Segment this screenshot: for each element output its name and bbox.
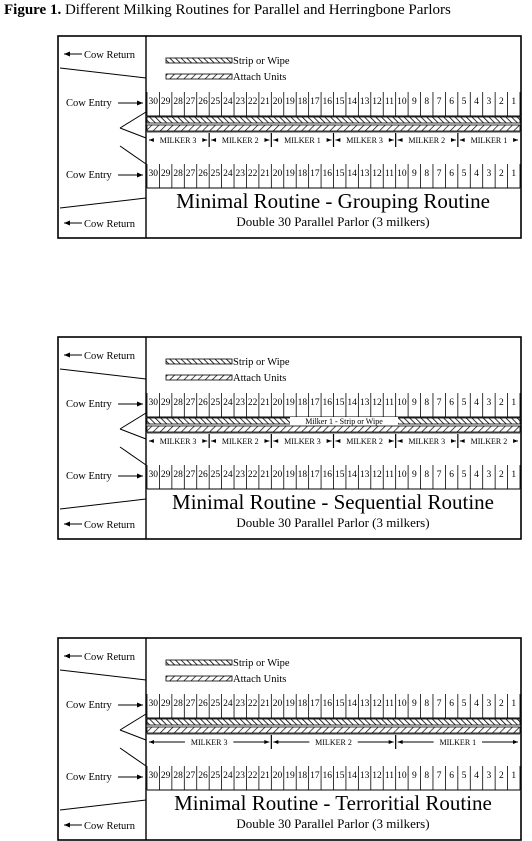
top-stalls-stall-number: 12 (372, 699, 382, 709)
top-stalls-stall-number: 19 (285, 97, 295, 107)
bottom-stalls-stall-number: 23 (235, 771, 245, 781)
bottom-stalls-stall-number: 16 (322, 470, 333, 480)
attach-legend-swatch (166, 375, 232, 380)
top-stalls-stall-number: 4 (474, 97, 479, 107)
top-stalls-stall-number: 17 (310, 699, 320, 709)
bottom-stalls-stall-number: 30 (148, 169, 158, 179)
bottom-stalls-stall-number: 10 (397, 470, 407, 480)
top-stalls-stall-number: 12 (372, 398, 382, 408)
arrowhead-right-icon (513, 138, 518, 142)
top-stalls-stall-number: 24 (223, 97, 233, 107)
bottom-stalls-stall-number: 16 (322, 169, 333, 179)
top-stalls-stall-number: 6 (449, 398, 454, 408)
bottom-stalls-stall-number: 9 (411, 470, 417, 480)
top-stalls-stall-number: 1 (511, 699, 517, 709)
bottom-stalls-stall-number: 10 (397, 169, 407, 179)
bottom-stalls-stall-number: 20 (272, 169, 283, 179)
arrowhead-left-icon (149, 138, 154, 142)
bottom-stalls-stall-number: 21 (260, 470, 270, 480)
arrowhead-right-icon (137, 775, 143, 780)
bottom-stalls-stall-number: 1 (511, 169, 517, 179)
cow-return-label-bottom: Cow Return (84, 219, 136, 230)
top-stalls-stall-number: 7 (436, 699, 442, 709)
cow-return-label-top: Cow Return (84, 50, 136, 61)
arrowhead-left-icon (64, 654, 70, 659)
bottom-stalls-stall-number: 9 (411, 771, 417, 781)
bottom-stalls-stall-number: 18 (297, 771, 308, 781)
bottom-stalls-stall-number: 25 (210, 169, 221, 179)
bottom-stalls-stall-number: 6 (449, 771, 454, 781)
top-stalls-stall-number: 20 (272, 398, 283, 408)
bottom-stalls-stall-number: 4 (474, 470, 479, 480)
attach-legend-swatch (166, 676, 232, 681)
bottom-stalls-stall-number: 27 (185, 470, 196, 480)
top-stalls-stall-number: 11 (384, 398, 395, 408)
arrowhead-right-icon (137, 402, 143, 407)
arrowhead-left-icon (211, 439, 216, 443)
parlor-panel-2 (58, 337, 521, 539)
top-stalls-stall-number: 18 (297, 398, 308, 408)
bottom-stalls-stall-number: 24 (223, 169, 233, 179)
bottom-stalls-stall-number: 2 (498, 771, 504, 781)
top-stalls-stall-number: 22 (247, 97, 258, 107)
bottom-stalls-stall-number: 28 (173, 470, 183, 480)
bottom-stalls-stall-number: 26 (198, 470, 208, 480)
top-stalls-stall-number: 30 (148, 398, 158, 408)
strip-legend-swatch (166, 660, 232, 665)
arrowhead-right-icon (327, 138, 332, 142)
cow-return-label-bottom: Cow Return (84, 520, 136, 531)
bottom-stalls-stall-number: 21 (260, 771, 270, 781)
attach-legend-swatch (166, 74, 232, 79)
bottom-stalls-stall-number: 20 (272, 771, 283, 781)
top-stalls-stall-number: 2 (498, 398, 504, 408)
top-stalls-stall-number: 9 (411, 398, 417, 408)
return-lane-top (60, 369, 146, 379)
bottom-stalls-stall-number: 5 (461, 169, 467, 179)
bottom-stalls-stall-number: 4 (474, 169, 479, 179)
bottom-stalls-stall-number: 7 (436, 470, 442, 480)
panel-subtitle: Double 30 Parallel Parlor (3 milkers) (236, 515, 430, 530)
top-stalls-stall-number: 28 (173, 97, 183, 107)
arrowhead-left-icon (336, 138, 341, 142)
top-stalls-stall-number: 1 (511, 398, 517, 408)
panel-subtitle: Double 30 Parallel Parlor (3 milkers) (236, 214, 430, 229)
top-stalls-stall-number: 22 (247, 699, 258, 709)
top-stalls-stall-number: 14 (347, 699, 357, 709)
milker-label: MILKER 1 (284, 136, 321, 145)
cow-return-label-bottom: Cow Return (84, 821, 136, 832)
figure-caption: Different Milking Routines for Parallel and Herringbone Parlors (64, 2, 451, 18)
panel-title: Minimal Routine - Sequential Routine (172, 490, 494, 514)
arrowhead-right-icon (137, 703, 143, 708)
top-stalls-stall-number: 6 (449, 97, 454, 107)
arrowhead-right-icon (513, 740, 518, 744)
top-stalls-stall-number: 7 (436, 398, 442, 408)
strip-wipe-bar (147, 719, 520, 725)
arrowhead-left-icon (149, 740, 154, 744)
arrowhead-left-icon (64, 353, 70, 358)
bottom-stalls-stall-number: 11 (384, 169, 395, 179)
milker-label: MILKER 2 (315, 738, 352, 747)
bottom-stalls-stall-number: 8 (424, 169, 430, 179)
bottom-stalls-stall-number: 12 (372, 470, 382, 480)
arrowhead-left-icon (273, 138, 278, 142)
top-stalls-stall-number: 24 (223, 699, 233, 709)
top-stalls-stall-number: 9 (411, 699, 417, 709)
bottom-stalls-stall-number: 16 (322, 771, 333, 781)
bottom-stalls-stall-number: 18 (297, 470, 308, 480)
top-stalls-stall-number: 10 (397, 398, 407, 408)
bottom-stalls-stall-number: 29 (160, 470, 171, 480)
attach-units-bar (147, 125, 520, 131)
pit-entry-line (120, 730, 146, 740)
panel-title: Minimal Routine - Grouping Routine (176, 189, 490, 213)
bottom-stalls-stall-number: 15 (334, 470, 345, 480)
top-stalls-stall-number: 13 (359, 699, 370, 709)
top-stalls-stall-number: 5 (461, 699, 467, 709)
arrowhead-right-icon (264, 439, 269, 443)
bottom-stalls-stall-number: 8 (424, 470, 430, 480)
bottom-stalls-stall-number: 17 (310, 771, 320, 781)
arrowhead-left-icon (211, 138, 216, 142)
strip-legend-label: Strip or Wipe (233, 56, 290, 67)
strip-wipe-bar (147, 117, 520, 123)
cow-entry-label-top: Cow Entry (66, 98, 112, 109)
bottom-stalls-stall-number: 9 (411, 169, 417, 179)
bottom-stalls-stall-number: 15 (334, 771, 345, 781)
arrowhead-left-icon (64, 823, 70, 828)
top-stalls-stall-number: 1 (511, 97, 517, 107)
top-stalls-stall-number: 28 (173, 699, 183, 709)
arrowhead-right-icon (264, 138, 269, 142)
arrowhead-left-icon (273, 740, 278, 744)
bottom-stalls-stall-number: 13 (359, 169, 370, 179)
top-stalls-stall-number: 29 (160, 398, 171, 408)
bottom-stalls-stall-number: 15 (334, 169, 345, 179)
bottom-stalls-stall-number: 26 (198, 771, 208, 781)
pit-entry-line (120, 413, 146, 429)
arrowhead-right-icon (202, 439, 207, 443)
top-stalls-stall-number: 14 (347, 97, 357, 107)
top-stalls-stall-number: 16 (322, 699, 333, 709)
bottom-stalls-stall-number: 1 (511, 470, 517, 480)
bottom-stalls-stall-number: 27 (185, 771, 196, 781)
bottom-stalls-stall-number: 6 (449, 470, 454, 480)
bottom-stalls-stall-number: 19 (285, 169, 295, 179)
top-stalls-stall-number: 27 (185, 398, 196, 408)
top-stalls-stall-number: 26 (198, 699, 208, 709)
pit-entry-line (120, 128, 146, 138)
bottom-stalls-stall-number: 3 (486, 771, 492, 781)
arrowhead-left-icon (398, 740, 403, 744)
cow-entry-label-bottom: Cow Entry (66, 170, 112, 181)
bottom-stalls-stall-number: 17 (310, 470, 320, 480)
parlor-panel-1 (58, 36, 521, 238)
bottom-stalls-stall-number: 20 (272, 470, 283, 480)
bottom-stalls-stall-number: 11 (384, 771, 395, 781)
top-stalls-stall-number: 12 (372, 97, 382, 107)
top-stalls-stall-number: 16 (322, 398, 333, 408)
top-stalls-stall-number: 17 (310, 97, 320, 107)
milker-label: MILKER 3 (190, 738, 228, 747)
bottom-stalls-stall-number: 1 (511, 771, 517, 781)
strip-assignment-label: Milker 1 - Strip or Wipe (305, 417, 383, 426)
arrowhead-left-icon (460, 439, 465, 443)
top-stalls-stall-number: 26 (198, 97, 208, 107)
top-stalls-stall-number: 8 (424, 699, 430, 709)
bottom-stalls-stall-number: 21 (260, 169, 270, 179)
arrowhead-left-icon (64, 522, 70, 527)
arrowhead-left-icon (64, 52, 70, 57)
top-stalls-stall-number: 26 (198, 398, 208, 408)
top-stalls-stall-number: 11 (384, 97, 395, 107)
bottom-stalls-stall-number: 8 (424, 771, 430, 781)
milker-label: MILKER 3 (408, 437, 446, 446)
milker-label: MILKER 2 (408, 136, 446, 145)
top-stalls-stall-number: 25 (210, 398, 221, 408)
bottom-stalls-stall-number: 30 (148, 470, 158, 480)
top-stalls-stall-number: 4 (474, 699, 479, 709)
attach-legend-label: Attach Units (233, 373, 287, 384)
panel-title: Minimal Routine - Terroritial Routine (174, 791, 492, 815)
bottom-stalls-stall-number: 7 (436, 771, 442, 781)
milker-label: MILKER 1 (470, 136, 508, 145)
parlor-panel-3 (58, 638, 521, 840)
bottom-stalls-stall-number: 6 (449, 169, 454, 179)
bottom-stalls-stall-number: 28 (173, 169, 183, 179)
strip-legend-label: Strip or Wipe (233, 357, 290, 368)
top-stalls-stall-number: 5 (461, 97, 467, 107)
bottom-stalls-stall-number: 13 (359, 771, 370, 781)
top-stalls-stall-number: 10 (397, 699, 407, 709)
arrowhead-right-icon (327, 439, 332, 443)
top-stalls-stall-number: 2 (498, 97, 504, 107)
bottom-stalls-stall-number: 25 (210, 470, 221, 480)
pit-entry-line (120, 748, 146, 766)
arrowhead-right-icon (389, 138, 394, 142)
bottom-stalls-stall-number: 29 (160, 169, 171, 179)
top-stalls-stall-number: 30 (148, 699, 158, 709)
bottom-stalls-stall-number: 4 (474, 771, 479, 781)
bottom-stalls-stall-number: 22 (247, 771, 258, 781)
bottom-stalls-stall-number: 2 (498, 470, 504, 480)
top-stalls-stall-number: 3 (486, 97, 492, 107)
top-stalls-stall-number: 25 (210, 97, 221, 107)
arrowhead-right-icon (137, 101, 143, 106)
panel-subtitle: Double 30 Parallel Parlor (3 milkers) (236, 816, 430, 831)
bottom-stalls-stall-number: 5 (461, 771, 467, 781)
bottom-stalls-stall-number: 25 (210, 771, 221, 781)
pit-entry-line (120, 447, 146, 465)
bottom-stalls-stall-number: 5 (461, 470, 467, 480)
arrowhead-right-icon (389, 439, 394, 443)
bottom-stalls-stall-number: 23 (235, 169, 245, 179)
bottom-stalls-stall-number: 10 (397, 771, 407, 781)
top-stalls-stall-number: 9 (411, 97, 417, 107)
top-stalls-stall-number: 16 (322, 97, 333, 107)
arrowhead-right-icon (137, 173, 143, 178)
arrowhead-left-icon (398, 439, 403, 443)
top-stalls-stall-number: 21 (260, 97, 270, 107)
bottom-stalls-stall-number: 13 (359, 470, 370, 480)
top-stalls-stall-number: 28 (173, 398, 183, 408)
attach-legend-label: Attach Units (233, 674, 287, 685)
top-stalls-stall-number: 25 (210, 699, 221, 709)
arrowhead-right-icon (513, 439, 518, 443)
top-stalls-stall-number: 21 (260, 398, 270, 408)
bottom-stalls-stall-number: 7 (436, 169, 442, 179)
top-stalls-stall-number: 8 (424, 97, 430, 107)
top-stalls-stall-number: 20 (272, 97, 283, 107)
bottom-stalls-stall-number: 18 (297, 169, 308, 179)
return-lane-top (60, 670, 146, 680)
top-stalls-stall-number: 15 (334, 97, 345, 107)
top-stalls-stall-number: 15 (334, 398, 345, 408)
strip-legend-swatch (166, 359, 232, 364)
bottom-stalls-stall-number: 29 (160, 771, 171, 781)
milker-label: MILKER 2 (221, 437, 259, 446)
milker-label: MILKER 3 (159, 136, 197, 145)
top-stalls-stall-number: 20 (272, 699, 283, 709)
top-stalls-stall-number: 3 (486, 398, 492, 408)
cow-return-label-top: Cow Return (84, 351, 136, 362)
top-stalls-stall-number: 10 (397, 97, 407, 107)
top-stalls-stall-number: 4 (474, 398, 479, 408)
bottom-stalls-stall-number: 22 (247, 169, 258, 179)
top-stalls-stall-number: 27 (185, 699, 196, 709)
milker-label: MILKER 2 (470, 437, 508, 446)
milker-label: MILKER 1 (439, 738, 477, 747)
top-stalls-stall-number: 11 (384, 699, 395, 709)
milker-label: MILKER 3 (159, 437, 197, 446)
bottom-stalls-stall-number: 3 (486, 470, 492, 480)
bottom-stalls-stall-number: 12 (372, 771, 382, 781)
arrowhead-left-icon (64, 221, 70, 226)
bottom-stalls-stall-number: 24 (223, 470, 233, 480)
top-stalls-stall-number: 13 (359, 398, 370, 408)
cow-entry-label-top: Cow Entry (66, 700, 112, 711)
top-stalls-stall-number: 23 (235, 699, 245, 709)
top-stalls-stall-number: 17 (310, 398, 320, 408)
top-stalls-stall-number: 13 (359, 97, 370, 107)
bottom-stalls-stall-number: 14 (347, 470, 357, 480)
bottom-stalls-stall-number: 12 (372, 169, 382, 179)
top-stalls-stall-number: 15 (334, 699, 345, 709)
top-stalls-stall-number: 23 (235, 97, 245, 107)
top-stalls-stall-number: 2 (498, 699, 504, 709)
return-lane-top (60, 68, 146, 78)
milker-label: MILKER 3 (284, 437, 321, 446)
bottom-stalls-stall-number: 24 (223, 771, 233, 781)
top-stalls-stall-number: 29 (160, 699, 171, 709)
top-stalls-stall-number: 6 (449, 699, 454, 709)
return-lane-bottom (60, 499, 146, 509)
strip-legend-swatch (166, 58, 232, 63)
bottom-stalls-stall-number: 26 (198, 169, 208, 179)
arrowhead-left-icon (460, 138, 465, 142)
pit-entry-line (120, 714, 146, 730)
arrowhead-right-icon (389, 740, 394, 744)
pit-entry-line (120, 112, 146, 128)
pit-entry-line (120, 146, 146, 164)
milker-label: MILKER 3 (346, 136, 383, 145)
bottom-stalls-stall-number: 27 (185, 169, 196, 179)
bottom-stalls-stall-number: 11 (384, 470, 395, 480)
milker-label: MILKER 2 (221, 136, 259, 145)
bottom-stalls-stall-number: 19 (285, 470, 295, 480)
arrowhead-left-icon (149, 439, 154, 443)
top-stalls-stall-number: 19 (285, 398, 295, 408)
bottom-stalls-stall-number: 30 (148, 771, 158, 781)
bottom-stalls-stall-number: 14 (347, 771, 357, 781)
arrowhead-right-icon (202, 138, 207, 142)
milker-label: MILKER 2 (346, 437, 383, 446)
top-stalls-stall-number: 19 (285, 699, 295, 709)
bottom-stalls-stall-number: 17 (310, 169, 320, 179)
strip-legend-label: Strip or Wipe (233, 658, 290, 669)
cow-return-label-top: Cow Return (84, 652, 136, 663)
bottom-stalls-stall-number: 28 (173, 771, 183, 781)
return-lane-bottom (60, 800, 146, 810)
return-lane-bottom (60, 198, 146, 208)
top-stalls-stall-number: 21 (260, 699, 270, 709)
bottom-stalls-stall-number: 2 (498, 169, 504, 179)
top-stalls-stall-number: 27 (185, 97, 196, 107)
arrowhead-right-icon (451, 138, 456, 142)
bottom-stalls-stall-number: 3 (486, 169, 492, 179)
top-stalls-stall-number: 3 (486, 699, 492, 709)
attach-units-bar (147, 727, 520, 733)
cow-entry-label-bottom: Cow Entry (66, 772, 112, 783)
attach-legend-label: Attach Units (233, 72, 287, 83)
figure-label: Figure 1. (4, 2, 62, 18)
arrowhead-right-icon (137, 474, 143, 479)
top-stalls-stall-number: 18 (297, 699, 308, 709)
bottom-stalls-stall-number: 23 (235, 470, 245, 480)
attach-units-bar (147, 426, 520, 432)
arrowhead-right-icon (264, 740, 269, 744)
top-stalls-stall-number: 24 (223, 398, 233, 408)
pit-entry-line (120, 429, 146, 439)
top-stalls-stall-number: 7 (436, 97, 442, 107)
top-stalls-stall-number: 18 (297, 97, 308, 107)
top-stalls-stall-number: 5 (461, 398, 467, 408)
arrowhead-left-icon (398, 138, 403, 142)
cow-entry-label-top: Cow Entry (66, 399, 112, 410)
top-stalls-stall-number: 14 (347, 398, 357, 408)
top-stalls-stall-number: 22 (247, 398, 258, 408)
arrowhead-right-icon (451, 439, 456, 443)
arrowhead-left-icon (336, 439, 341, 443)
bottom-stalls-stall-number: 14 (347, 169, 357, 179)
bottom-stalls-stall-number: 19 (285, 771, 295, 781)
cow-entry-label-bottom: Cow Entry (66, 471, 112, 482)
top-stalls-stall-number: 8 (424, 398, 430, 408)
top-stalls-stall-number: 29 (160, 97, 171, 107)
top-stalls-stall-number: 30 (148, 97, 158, 107)
bottom-stalls-stall-number: 22 (247, 470, 258, 480)
arrowhead-left-icon (273, 439, 278, 443)
top-stalls-stall-number: 23 (235, 398, 245, 408)
